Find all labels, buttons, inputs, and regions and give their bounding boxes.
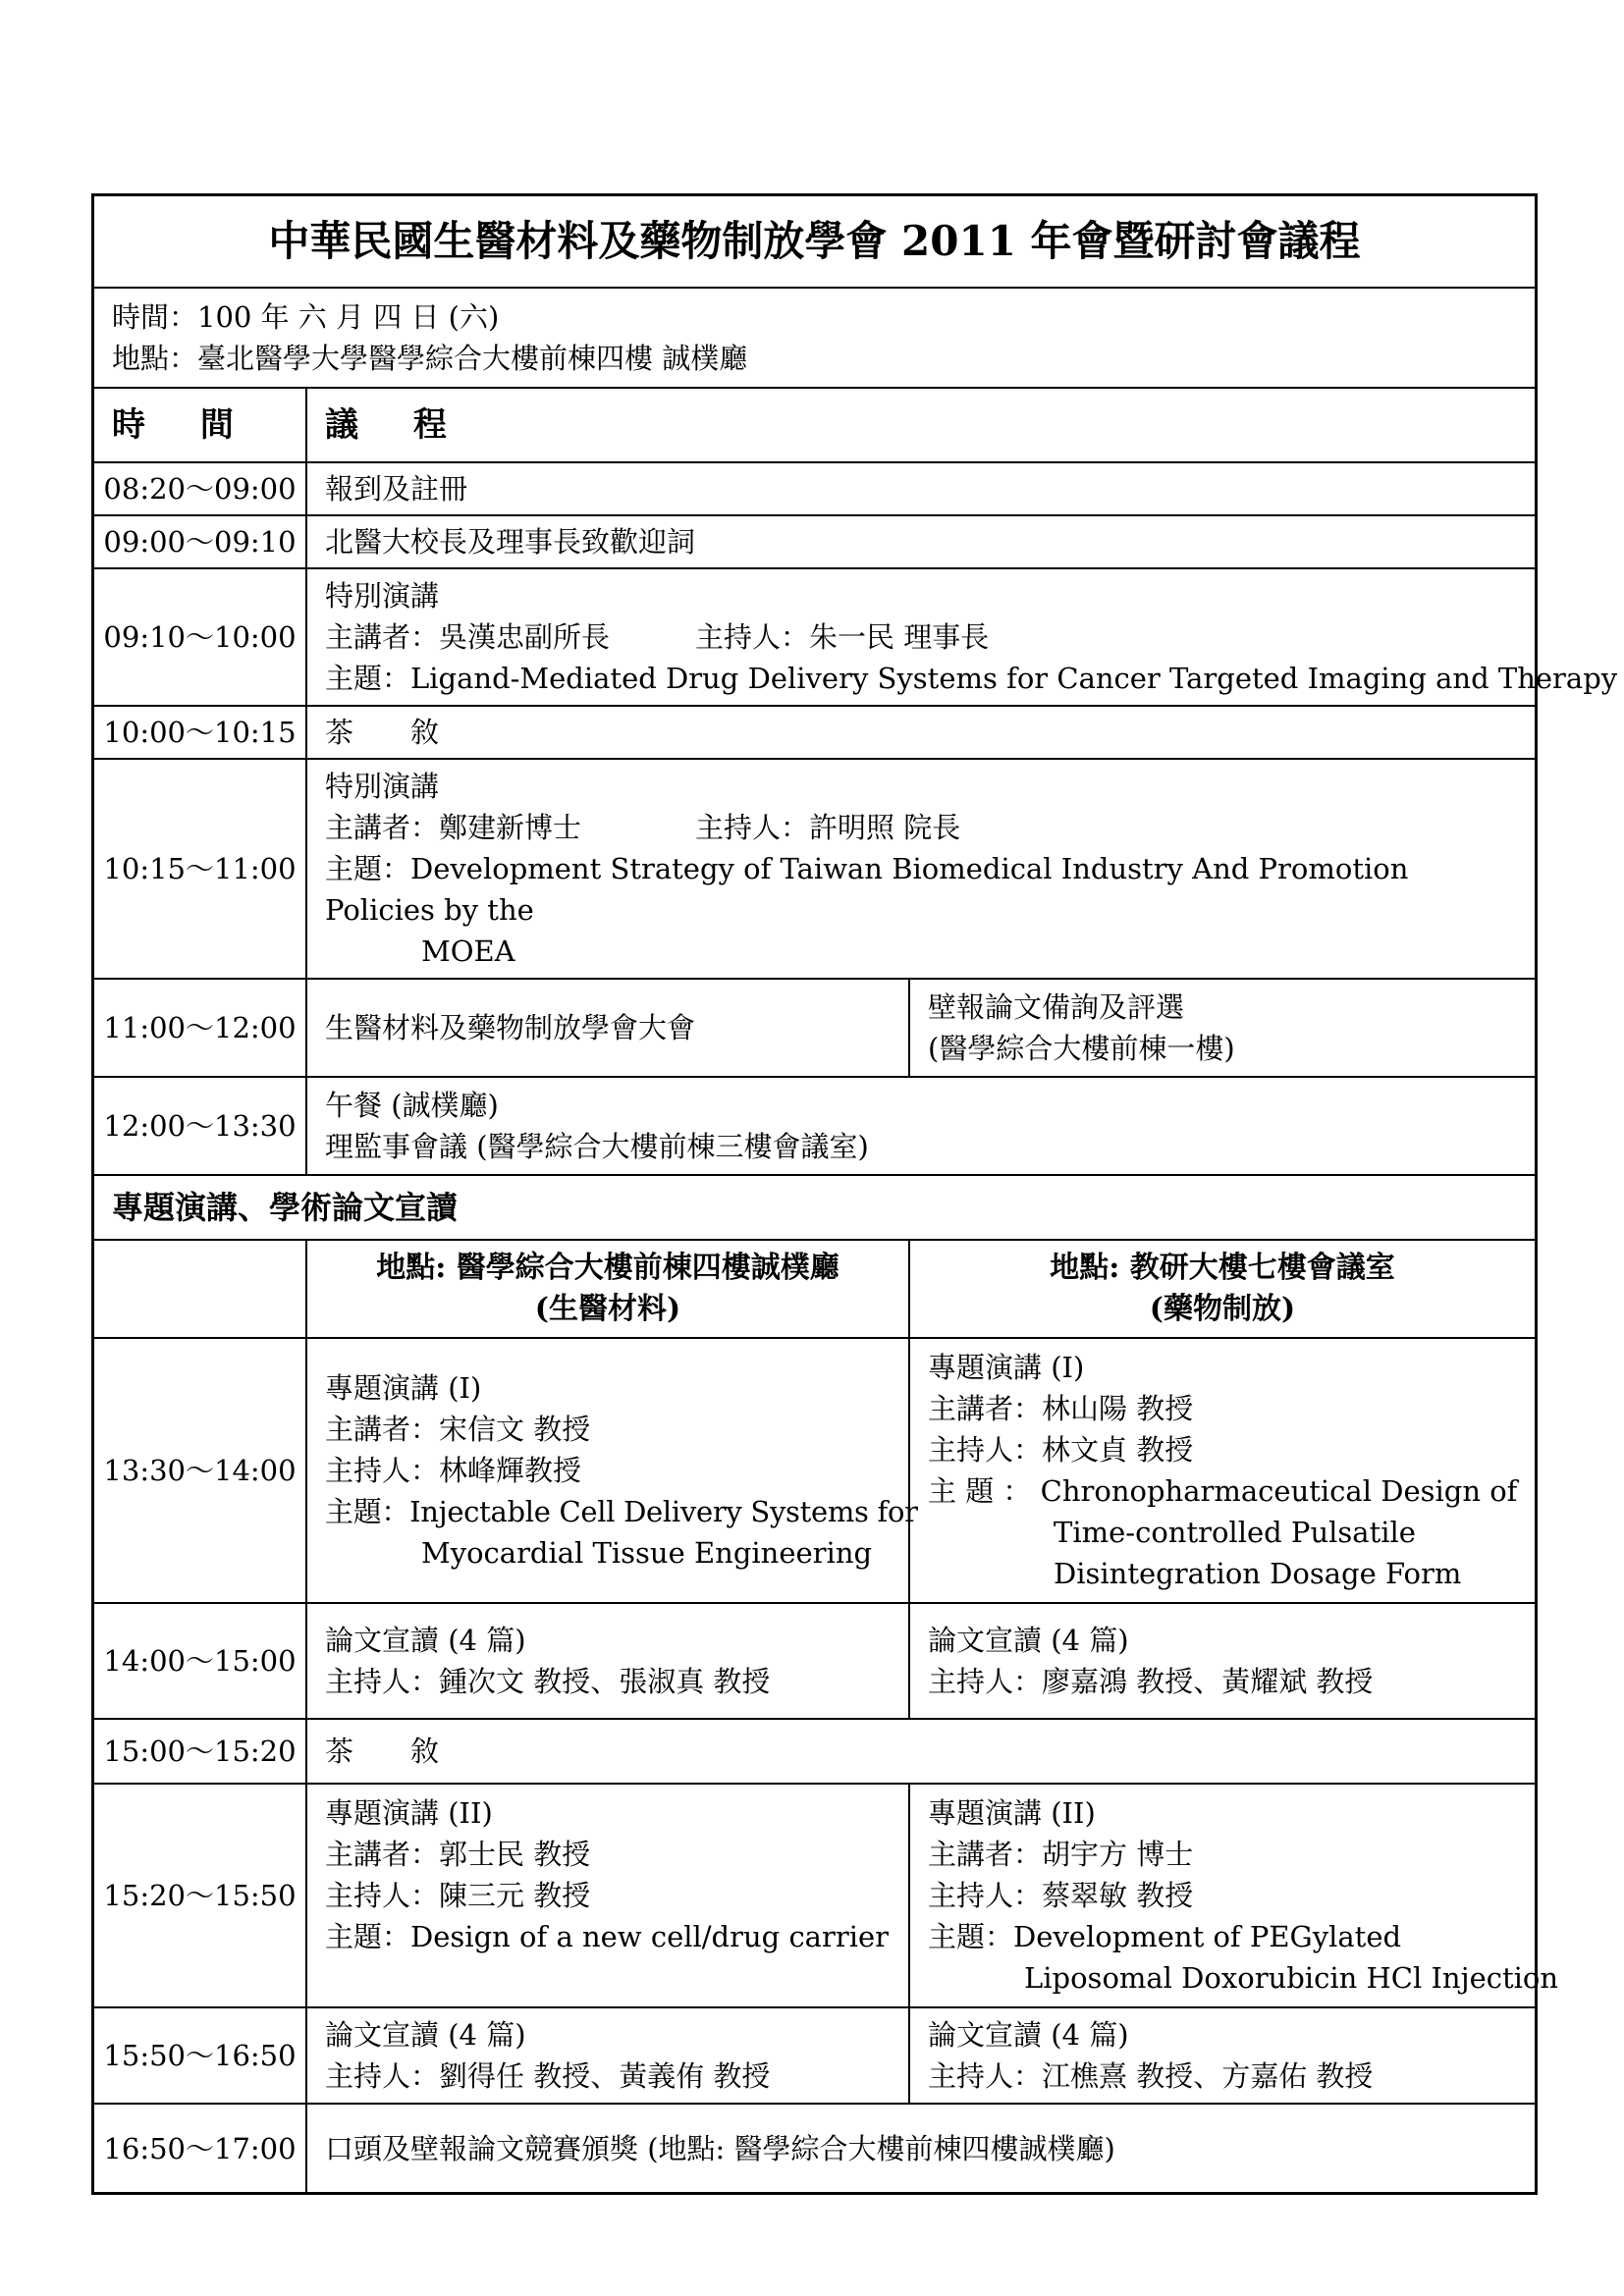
venue-left	[306, 1240, 909, 1338]
table-row	[94, 568, 1535, 706]
session-left	[306, 1603, 909, 1719]
session-line: Liposomal Doxorubicin HCl Injection	[1024, 1961, 1559, 1995]
agenda-cell-left: 生醫材料及藥物制放學會大會	[306, 979, 909, 1077]
session-line: 主持人：蔡翠敏 教授	[928, 1879, 1194, 1912]
agenda-line: 壁報論文備詢及評選	[928, 990, 1185, 1024]
agenda-line: (醫學綜合大樓前棟一樓)	[928, 1032, 1235, 1065]
session-line: 專題演講 (II)	[325, 1796, 493, 1830]
agenda-line: 主題：Development Strategy of Taiwan Biomedical Industry And Promotion Policies by the	[325, 852, 1409, 927]
session-line: Time-controlled Pulsatile	[1054, 1516, 1416, 1549]
session-right	[909, 1338, 1535, 1603]
time-cell: 08:20～09:00	[94, 462, 306, 515]
venue-left-track: (生醫材料)	[534, 1292, 681, 1326]
table-row	[94, 1077, 1535, 1175]
session-line: 主持人：陳三元 教授	[325, 1879, 591, 1912]
time-cell: 12:00～13:30	[94, 1077, 306, 1175]
time-cell: 10:00～10:15	[94, 706, 306, 759]
venue-empty-cell	[94, 1240, 306, 1338]
time-cell: 09:00～09:10	[94, 515, 306, 568]
agenda-table	[91, 193, 1618, 2195]
session-line-blank	[325, 1957, 891, 1999]
session-line: Disintegration Dosage Form	[1054, 1557, 1462, 1590]
table-row	[94, 2007, 1535, 2104]
agenda-line: 特別演講	[325, 770, 440, 803]
session-line: 主題：Injectable Cell Delivery Systems for	[325, 1495, 918, 1528]
agenda-cell	[306, 1077, 1535, 1175]
session-line: 專題演講 (I)	[325, 1371, 482, 1405]
session-line: 主持人：林峰輝教授	[325, 1454, 582, 1487]
agenda-line: 主題：Ligand-Mediated Drug Delivery Systems for Cancer Targeted Imaging and Therapy	[325, 662, 1618, 695]
agenda-cell: 茶 敘	[306, 1719, 1535, 1784]
agenda-cell	[306, 759, 1535, 979]
time-cell: 15:50～16:50	[94, 2007, 306, 2104]
agenda-line: 特別演講	[325, 579, 440, 613]
session-line: 主講者：林山陽 教授	[928, 1392, 1194, 1425]
header-agenda: 議 程	[306, 388, 1535, 462]
time-cell: 10:15～11:00	[94, 759, 306, 979]
session-line: 主題：Design of a new cell/drug carrier	[325, 1920, 889, 1953]
section-title: 專題演講、學術論文宣讀	[94, 1175, 1535, 1240]
table-row	[94, 1719, 1535, 1784]
agenda-line: 午餐 (誠樸廳)	[325, 1089, 499, 1122]
agenda-cell: 北醫大校長及理事長致歡迎詞	[306, 515, 1535, 568]
venue-right	[909, 1240, 1535, 1338]
table-row	[94, 1603, 1535, 1719]
time-cell: 11:00～12:00	[94, 979, 306, 1077]
table-row	[94, 759, 1535, 979]
time-cell: 14:00～15:00	[94, 1603, 306, 1719]
time-cell: 15:20～15:50	[94, 1784, 306, 2007]
session-right	[909, 1784, 1559, 2007]
table-row	[94, 1784, 1535, 2007]
session-line: 論文宣讀 (4 篇)	[928, 2018, 1129, 2052]
session-right	[909, 2007, 1535, 2104]
session-line: 主講者：郭士民 教授	[325, 1838, 591, 1871]
session-line: 論文宣讀 (4 篇)	[325, 2018, 526, 2052]
venue-right-name: 地點: 教研大樓七樓會議室	[1050, 1251, 1395, 1285]
session-left	[306, 1784, 909, 2007]
event-place: 地點：臺北醫學大學醫學綜合大樓前棟四樓 誠樸廳	[112, 342, 748, 375]
session-line: 主講者：宋信文 教授	[325, 1413, 591, 1446]
agenda-cell	[306, 568, 1618, 706]
venue-right-track: (藥物制放)	[1149, 1292, 1296, 1326]
session-left	[306, 2007, 909, 2104]
agenda-line: 主講者：鄭建新博士 主持人：許明照 院長	[325, 811, 961, 844]
session-line: 主持人：江樵熹 教授、方嘉佑 教授	[928, 2059, 1374, 2093]
document-title: 中華民國生醫材料及藥物制放學會 2011 年會暨研討會議程	[94, 196, 1535, 288]
agenda-cell: 口頭及壁報論文競賽頒獎 (地點: 醫學綜合大樓前棟四樓誠樸廳)	[306, 2104, 1535, 2192]
session-line: 主持人：劉得任 教授、黃義侑 教授	[325, 2059, 771, 2093]
table-row	[94, 979, 1535, 1077]
event-info	[94, 288, 1535, 388]
session-line: 論文宣讀 (4 篇)	[325, 1624, 526, 1657]
table-row	[94, 462, 1535, 515]
session-line: 主題：Development of PEGylated	[928, 1920, 1402, 1953]
table-row	[94, 706, 1535, 759]
session-right	[909, 1603, 1535, 1719]
venue-row	[94, 1240, 1535, 1338]
session-line: 專題演講 (II)	[928, 1796, 1096, 1830]
table-row	[94, 515, 1535, 568]
agenda-cell-right	[909, 979, 1535, 1077]
session-left	[306, 1338, 918, 1603]
session-line: 主持人：鍾次文 教授、張淑真 教授	[325, 1665, 771, 1698]
time-cell: 15:00～15:20	[94, 1719, 306, 1784]
session-line: 論文宣讀 (4 篇)	[928, 1624, 1129, 1657]
session-line: 主持人：廖嘉鴻 教授、黃耀斌 教授	[928, 1665, 1374, 1698]
agenda-cell: 報到及註冊	[306, 462, 1535, 515]
agenda-cell: 茶 敘	[306, 706, 1535, 759]
time-cell: 16:50～17:00	[94, 2104, 306, 2192]
time-cell: 09:10～10:00	[94, 568, 306, 706]
table-row	[94, 1338, 1535, 1603]
session-line: 主講者：胡宇方 博士	[928, 1838, 1194, 1871]
session-line: 主持人：林文貞 教授	[928, 1433, 1194, 1467]
event-time: 時間：100 年 六 月 四 日 (六)	[112, 300, 500, 334]
venue-left-name: 地點: 醫學綜合大樓前棟四樓誠樸廳	[376, 1251, 839, 1285]
agenda-line: MOEA	[421, 934, 515, 968]
time-cell: 13:30～14:00	[94, 1338, 306, 1603]
agenda-line: 主講者：吳漢忠副所長 主持人：朱一民 理事長	[325, 620, 990, 654]
session-line: 主 題 ： Chronopharmaceutical Design of	[928, 1474, 1518, 1508]
header-time: 時 間	[94, 388, 306, 462]
table-row	[94, 2104, 1535, 2192]
agenda-line: 理監事會議 (醫學綜合大樓前棟三樓會議室)	[325, 1130, 869, 1163]
session-line: Myocardial Tissue Engineering	[421, 1536, 873, 1570]
session-line: 專題演講 (I)	[928, 1351, 1085, 1384]
